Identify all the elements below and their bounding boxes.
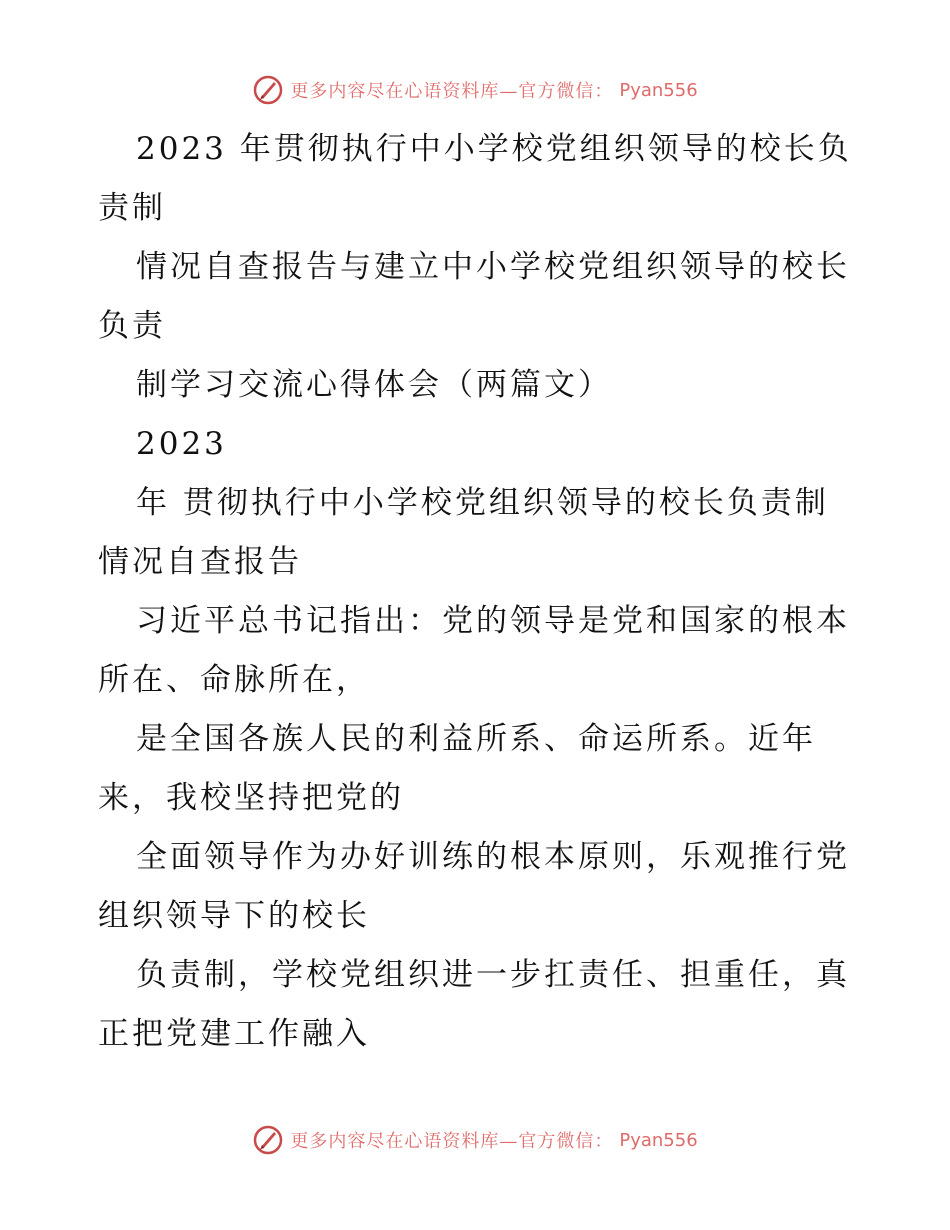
watermark-wechat-id: Pyan556: [619, 1129, 698, 1151]
paragraph: 2023: [136, 426, 227, 462]
paragraph: 负责制，学校党组织进一步扛责任、担重任，真正把党建工作融入: [98, 957, 850, 1052]
footer-watermark: [0, 1120, 950, 1160]
watermark-site-text: 更多内容尽在心语资料库—官方微信：: [290, 81, 614, 102]
paragraph: 2023 年贯彻执行中小学校党组织领导的校长负责制: [98, 131, 852, 226]
header-watermark: [0, 70, 950, 110]
watermark-site-text: 更多内容尽在心语资料库—官方微信：: [290, 1131, 614, 1152]
paragraph: 年 贯彻执行中小学校党组织领导的校长负责制情况自查报告: [98, 485, 829, 580]
paragraph: 是全国各族人民的利益所系、命运所系。近年来，我校坚持把党的: [98, 721, 816, 816]
document-body: [98, 120, 858, 1064]
watermark-wechat-id: Pyan556: [619, 79, 698, 101]
quill-logo-icon: [252, 74, 284, 106]
paragraph: 习近平总书记指出：党的领导是党和国家的根本所在、命脉所在，: [98, 603, 850, 698]
paragraph: 情况自查报告与建立中小学校党组织领导的校长负责: [98, 249, 850, 344]
paragraph: 制学习交流心得体会（两篇文）: [136, 367, 612, 403]
paragraph: 全面领导作为办好训练的根本原则，乐观推行党组织领导下的校长: [98, 839, 850, 934]
quill-logo-icon: [252, 1124, 284, 1156]
